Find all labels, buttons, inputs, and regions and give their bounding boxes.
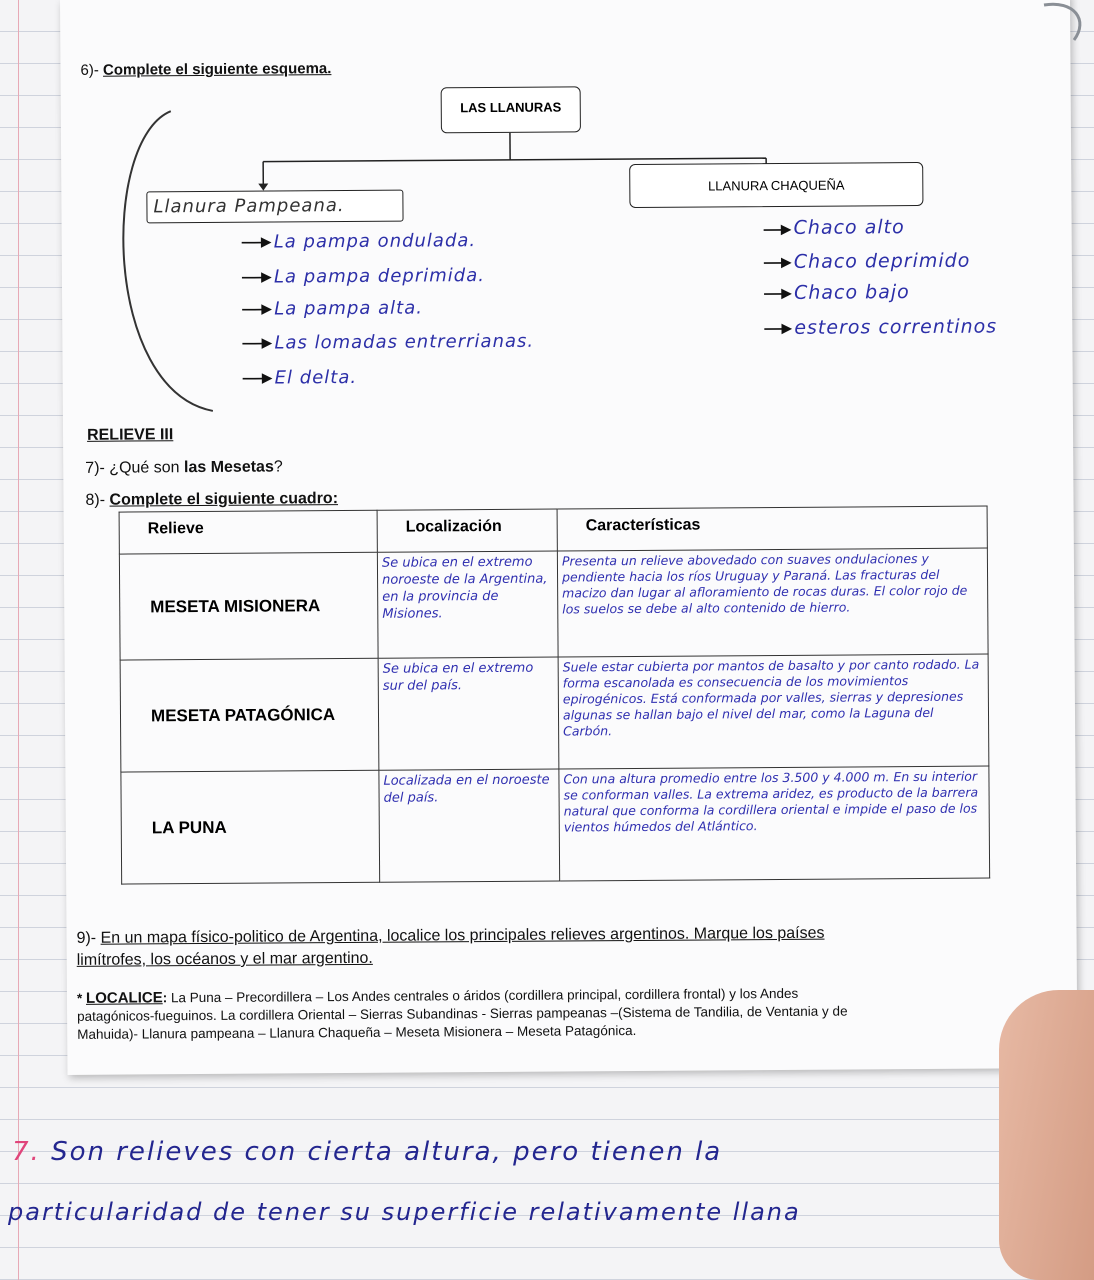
hand-holding-page [999, 990, 1094, 1280]
header-caracteristicas: Características [557, 506, 987, 551]
table-row [120, 654, 989, 772]
localice-line3: Mahuida)- Llanura pampeana – Llanura Chaqueña – Meseta Misionera – Meseta Patagónica. [77, 1023, 637, 1042]
q8-number: 8)- [85, 491, 106, 509]
header-localizacion: Localización [377, 509, 557, 552]
right-item: Chaco alto [793, 216, 905, 239]
left-item: La pampa ondulada. [273, 230, 477, 253]
q9-line1: En un mapa físico-politico de Argentina, localice los principales relieves argentinos. Marque los países [100, 924, 825, 947]
right-item: Chaco deprimido [793, 249, 971, 273]
answer7-number: 7. [12, 1137, 41, 1167]
q9-number: 9)- [76, 929, 97, 947]
localice-star: * [76, 990, 83, 1006]
localice-line2: patagónicos-fueguinos. La cordillera Oriental – Sierras Subandinas - Sierras pampeanas –(Sistema de Tandilia, de Ventania y de [77, 1003, 848, 1024]
q9-line2: limítrofes, los océanos y el mar argentino. [76, 949, 373, 969]
margin-line [18, 0, 19, 1280]
section-title: RELIEVE III [86, 426, 174, 444]
row-caracteristicas: Con una altura promedio entre los 3.500 y 4.000 m. En su interior se conforman valles. La extrema aridez, es producto de la barrera natural que conforma la cordillera oriental e impide el paso de los vientos húmedos del Atlántico. [563, 768, 979, 835]
left-branch-box [146, 190, 403, 224]
localice-label: LOCALICE [85, 989, 163, 1007]
answer7-line2: particularidad de tener su superficie relativamente llana [8, 1198, 801, 1226]
right-item: esteros correntinos [794, 315, 998, 339]
answer7-text1: Son relieves con cierta altura, pero tienen la [51, 1137, 723, 1167]
left-item: La pampa deprimida. [273, 265, 486, 288]
q9 [76, 921, 1066, 972]
right-item: Chaco bajo [793, 281, 910, 304]
table-row [119, 548, 988, 660]
left-item: Las lomadas entrerrianas. [274, 330, 535, 354]
localice-block [77, 983, 1067, 1044]
q8-heading [85, 490, 338, 510]
q7-suffix: ? [273, 458, 283, 476]
row-caracteristicas: Presenta un relieve abovedado con suaves ondulaciones y pendiente hacia los ríos Uruguay y Paraná. Las fracturas del macizo dan lugar al afloramiento de rocas duras. El color rojo de los suelos se debe al alto contenido de hierro. [561, 550, 968, 617]
worksheet [60, 0, 1077, 1075]
table-header-row [119, 506, 987, 554]
q7-prefix: 7)- ¿Qué son [85, 459, 185, 477]
row-localizacion: Se ubica en el extremo sur del país. [382, 660, 534, 694]
q7 [85, 458, 283, 477]
q6-number: 6)- [80, 61, 99, 79]
left-item: El delta. [274, 366, 358, 389]
header-relieve: Relieve [119, 510, 377, 554]
row-relieve: LA PUNA [151, 817, 227, 837]
row-relieve: MESETA MISIONERA [150, 595, 321, 616]
q6-title: Complete el siguiente esquema. [102, 60, 332, 79]
answer7-line1 [12, 1137, 722, 1167]
table-row [121, 766, 990, 884]
q7-bold: las Mesetas [183, 458, 274, 477]
localice-colon: : [162, 990, 168, 1006]
row-relieve: MESETA PATAGÓNICA [150, 704, 336, 725]
right-branch-box [629, 162, 923, 208]
left-item: La pampa alta. [274, 297, 424, 320]
localice-line1: La Puna – Precordillera – Los Andes centrales o áridos (cordillera principal, cordillera frontal) y los Andes [167, 985, 799, 1006]
row-caracteristicas: Suele estar cubierta por mantos de basalto y por canto rodado. La forma escanolada es consecuencia de los movimientos epirogénicos. Está conformada por valles, sierras y depresiones algunas se hallan bajo el nivel del mar, como la Laguna del Carbón. [562, 656, 980, 739]
right-branch-title: LLANURA CHAQUEÑA [707, 177, 845, 194]
relief-table [119, 506, 991, 885]
row-localizacion: Se ubica en el extremo noroeste de la Argentina, en la provincia de Misiones. [381, 554, 548, 622]
q8-title: Complete el siguiente cuadro: [109, 490, 339, 509]
root-label: LAS LLANURAS [460, 99, 562, 116]
left-branch-title: Llanura Pampeana. [153, 195, 345, 218]
row-localizacion: Localizada en el noroeste del país. [383, 772, 550, 806]
